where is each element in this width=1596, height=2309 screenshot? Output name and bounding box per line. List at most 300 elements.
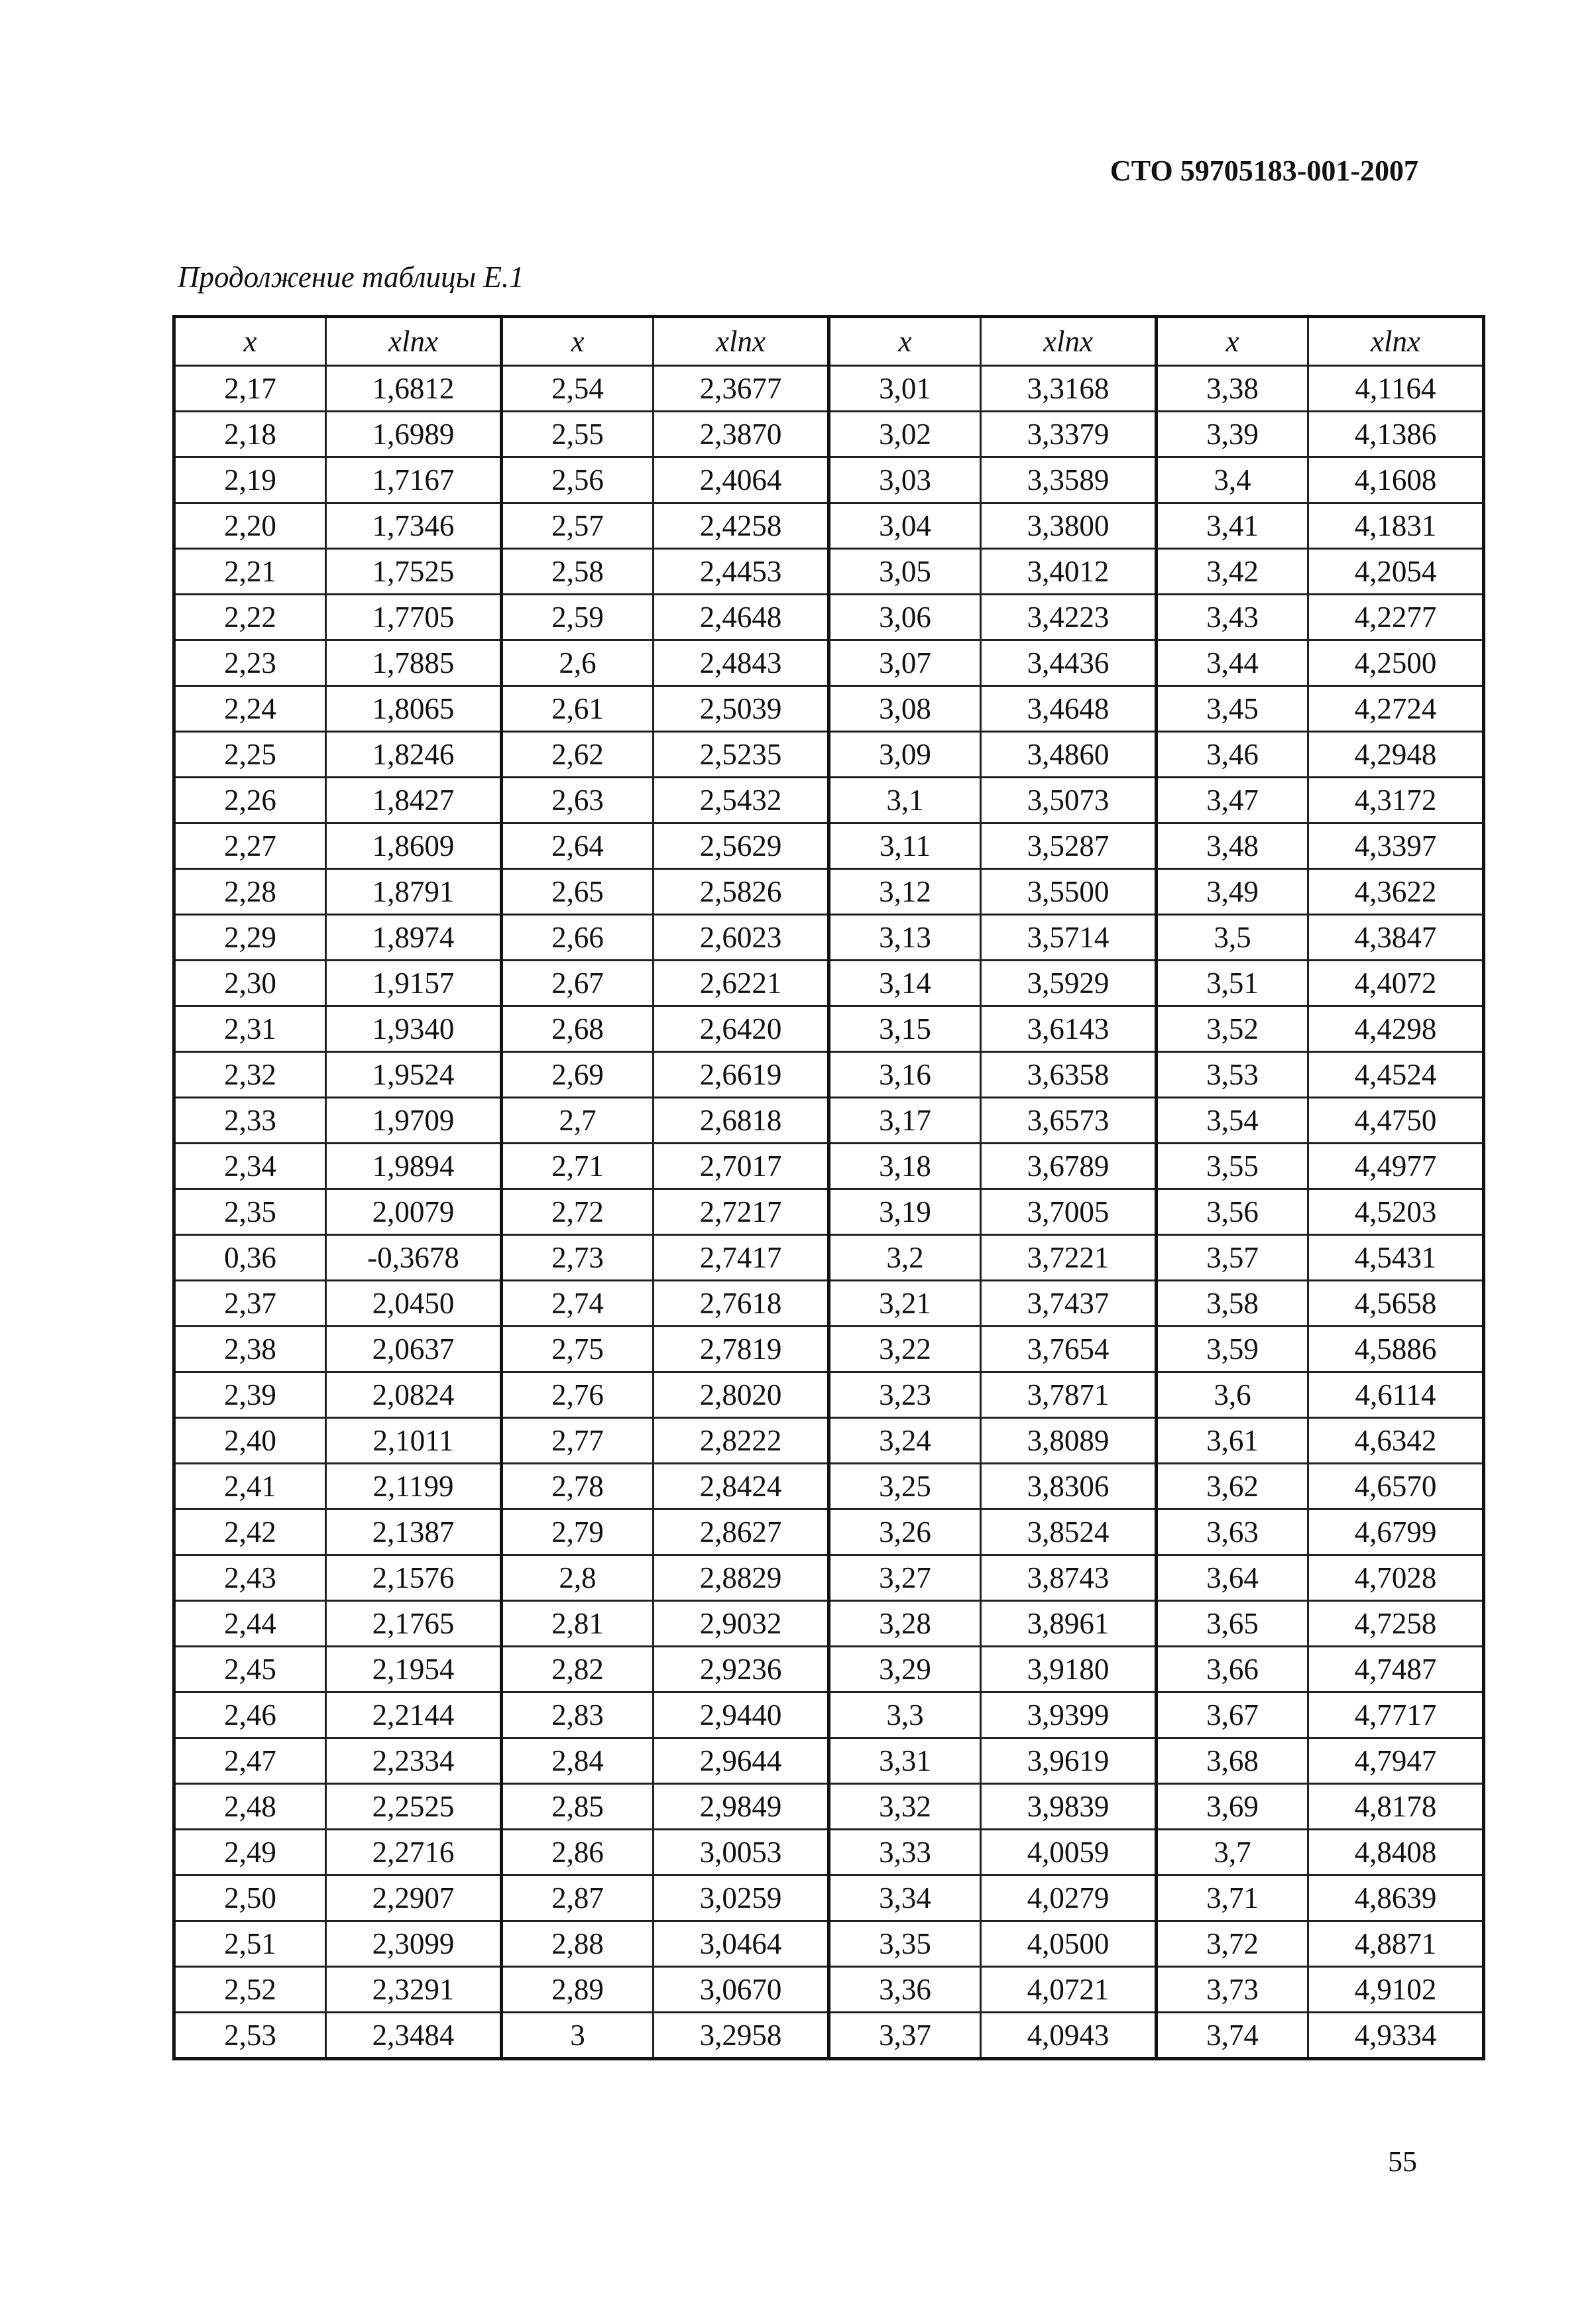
cell-x: 3,46 [1157, 732, 1308, 778]
cell-x: 3,48 [1157, 823, 1308, 869]
cell-x: 3,55 [1157, 1144, 1308, 1189]
cell-x: 3,62 [1157, 1464, 1308, 1510]
table-row [174, 1875, 1484, 1921]
cell-x: 2,7 [502, 1098, 654, 1144]
cell-xlnx: 1,8974 [326, 915, 502, 961]
cell-x: 3,33 [829, 1830, 981, 1875]
table-row [174, 1784, 1484, 1830]
cell-x: 3,72 [1157, 1921, 1308, 1967]
cell-x: 2,55 [502, 412, 654, 457]
cell-xlnx: 4,3397 [1308, 823, 1484, 869]
cell-xlnx: 3,0259 [654, 1875, 829, 1921]
cell-x: 2,18 [174, 412, 326, 457]
cell-x: 3,05 [829, 549, 981, 595]
cell-xlnx: 3,5287 [981, 823, 1157, 869]
cell-xlnx: 2,1199 [326, 1464, 502, 1510]
cell-x: 2,73 [502, 1235, 654, 1281]
cell-xlnx: 2,6420 [654, 1006, 829, 1052]
cell-x: 3,53 [1157, 1052, 1308, 1098]
cell-x: 2,39 [174, 1372, 326, 1418]
cell-x: 3,32 [829, 1784, 981, 1830]
cell-xlnx: 4,8871 [1308, 1921, 1484, 1967]
document-code: СТО 59705183-001-2007 [1110, 154, 1418, 187]
cell-xlnx: 2,8020 [654, 1372, 829, 1418]
cell-xlnx: 3,8089 [981, 1418, 1157, 1464]
cell-x: 3,11 [829, 823, 981, 869]
table-row [174, 1692, 1484, 1738]
header-xlnx: xlnx [654, 317, 829, 366]
cell-xlnx: 2,7417 [654, 1235, 829, 1281]
cell-x: 3,31 [829, 1738, 981, 1784]
cell-xlnx: 2,1387 [326, 1510, 502, 1555]
cell-xlnx: 3,0053 [654, 1830, 829, 1875]
cell-x: 3,58 [1157, 1281, 1308, 1327]
cell-x: 3,24 [829, 1418, 981, 1464]
cell-x: 3,08 [829, 686, 981, 732]
header-x: x [174, 317, 326, 366]
cell-xlnx: 4,8639 [1308, 1875, 1484, 1921]
cell-xlnx: 2,7618 [654, 1281, 829, 1327]
cell-x: 3,09 [829, 732, 981, 778]
cell-x: 3,22 [829, 1327, 981, 1372]
cell-x: 2,22 [174, 595, 326, 640]
cell-x: 2,33 [174, 1098, 326, 1144]
table-body [174, 366, 1484, 2059]
cell-xlnx: 1,9709 [326, 1098, 502, 1144]
cell-xlnx: 2,0824 [326, 1372, 502, 1418]
cell-x: 2,85 [502, 1784, 654, 1830]
cell-xlnx: 4,5658 [1308, 1281, 1484, 1327]
cell-xlnx: 3,4860 [981, 732, 1157, 778]
cell-x: 3,6 [1157, 1372, 1308, 1418]
cell-xlnx: 2,0637 [326, 1327, 502, 1372]
cell-x: 2,68 [502, 1006, 654, 1052]
cell-xlnx: 3,4012 [981, 549, 1157, 595]
table-row [174, 1647, 1484, 1692]
cell-x: 3,57 [1157, 1235, 1308, 1281]
cell-x: 3,63 [1157, 1510, 1308, 1555]
cell-xlnx: 1,7346 [326, 503, 502, 549]
cell-x: 2,27 [174, 823, 326, 869]
cell-x: 3,66 [1157, 1647, 1308, 1692]
cell-xlnx: 4,6342 [1308, 1418, 1484, 1464]
cell-x: 2,51 [174, 1921, 326, 1967]
cell-xlnx: 4,3847 [1308, 915, 1484, 961]
cell-xlnx: 4,1608 [1308, 457, 1484, 503]
header-x: x [829, 317, 981, 366]
cell-x: 3,34 [829, 1875, 981, 1921]
cell-x: 3,29 [829, 1647, 981, 1692]
cell-xlnx: 3,6789 [981, 1144, 1157, 1189]
cell-xlnx: 4,8408 [1308, 1830, 1484, 1875]
cell-xlnx: 2,4453 [654, 549, 829, 595]
cell-x: 2,38 [174, 1327, 326, 1372]
table-row [174, 732, 1484, 778]
table-row [174, 1967, 1484, 2013]
table-row [174, 869, 1484, 915]
cell-xlnx: 2,3291 [326, 1967, 502, 2013]
cell-x: 2,82 [502, 1647, 654, 1692]
cell-xlnx: 2,5039 [654, 686, 829, 732]
cell-x: 2,64 [502, 823, 654, 869]
cell-xlnx: 4,4750 [1308, 1098, 1484, 1144]
cell-x: 3,54 [1157, 1098, 1308, 1144]
cell-xlnx: 3,5714 [981, 915, 1157, 961]
cell-xlnx: 3,9839 [981, 1784, 1157, 1830]
cell-x: 3,3 [829, 1692, 981, 1738]
cell-xlnx: 2,9236 [654, 1647, 829, 1692]
cell-xlnx: 2,5432 [654, 778, 829, 823]
cell-x: 2,56 [502, 457, 654, 503]
cell-x: 2,62 [502, 732, 654, 778]
cell-x: 2,34 [174, 1144, 326, 1189]
cell-xlnx: 4,6570 [1308, 1464, 1484, 1510]
cell-x: 2,42 [174, 1510, 326, 1555]
cell-xlnx: 1,7705 [326, 595, 502, 640]
cell-x: 3,16 [829, 1052, 981, 1098]
cell-x: 3 [502, 2013, 654, 2059]
cell-x: 3,42 [1157, 549, 1308, 595]
cell-x: 3,56 [1157, 1189, 1308, 1235]
cell-xlnx: 3,6358 [981, 1052, 1157, 1098]
cell-x: 3,13 [829, 915, 981, 961]
cell-x: 2,21 [174, 549, 326, 595]
cell-x: 3,41 [1157, 503, 1308, 549]
cell-x: 3,47 [1157, 778, 1308, 823]
cell-x: 0,36 [174, 1235, 326, 1281]
cell-x: 3,21 [829, 1281, 981, 1327]
cell-x: 2,25 [174, 732, 326, 778]
cell-xlnx: 2,4064 [654, 457, 829, 503]
cell-xlnx: 1,9340 [326, 1006, 502, 1052]
table-row [174, 1235, 1484, 1281]
cell-x: 3,07 [829, 640, 981, 686]
header-xlnx: xlnx [1308, 317, 1484, 366]
cell-x: 3,68 [1157, 1738, 1308, 1784]
table-row [174, 778, 1484, 823]
table-row [174, 1418, 1484, 1464]
cell-xlnx: 2,1576 [326, 1555, 502, 1601]
table-row [174, 1464, 1484, 1510]
cell-x: 3,38 [1157, 366, 1308, 412]
cell-x: 2,54 [502, 366, 654, 412]
cell-x: 3,04 [829, 503, 981, 549]
cell-x: 2,43 [174, 1555, 326, 1601]
cell-xlnx: 2,3099 [326, 1921, 502, 1967]
table-row [174, 1738, 1484, 1784]
cell-xlnx: 2,6818 [654, 1098, 829, 1144]
cell-xlnx: 3,9399 [981, 1692, 1157, 1738]
cell-xlnx: 1,9157 [326, 961, 502, 1006]
cell-xlnx: 2,4648 [654, 595, 829, 640]
cell-x: 2,59 [502, 595, 654, 640]
cell-xlnx: 3,5073 [981, 778, 1157, 823]
cell-x: 2,75 [502, 1327, 654, 1372]
cell-x: 2,63 [502, 778, 654, 823]
cell-xlnx: 2,5235 [654, 732, 829, 778]
cell-x: 2,79 [502, 1510, 654, 1555]
cell-xlnx: 2,3870 [654, 412, 829, 457]
cell-xlnx: 4,3172 [1308, 778, 1484, 823]
cell-x: 3,49 [1157, 869, 1308, 915]
table-row [174, 1830, 1484, 1875]
cell-x: 3,65 [1157, 1601, 1308, 1647]
cell-x: 3,37 [829, 2013, 981, 2059]
table-caption: Продолжение таблицы Е.1 [178, 261, 524, 294]
cell-xlnx: 2,2907 [326, 1875, 502, 1921]
cell-x: 3,28 [829, 1601, 981, 1647]
table-row [174, 366, 1484, 412]
table-row [174, 1281, 1484, 1327]
cell-xlnx: 2,9032 [654, 1601, 829, 1647]
cell-xlnx: 4,1386 [1308, 412, 1484, 457]
cell-x: 2,44 [174, 1601, 326, 1647]
cell-xlnx: 4,4524 [1308, 1052, 1484, 1098]
cell-x: 2,49 [174, 1830, 326, 1875]
cell-x: 2,83 [502, 1692, 654, 1738]
table-row [174, 961, 1484, 1006]
cell-xlnx: 3,7654 [981, 1327, 1157, 1372]
cell-x: 2,78 [502, 1464, 654, 1510]
cell-x: 3,39 [1157, 412, 1308, 457]
cell-xlnx: 3,6143 [981, 1006, 1157, 1052]
cell-xlnx: 4,0279 [981, 1875, 1157, 1921]
cell-x: 3,01 [829, 366, 981, 412]
cell-x: 2,35 [174, 1189, 326, 1235]
cell-xlnx: 4,0721 [981, 1967, 1157, 2013]
cell-x: 3,4 [1157, 457, 1308, 503]
cell-xlnx: 1,8791 [326, 869, 502, 915]
cell-xlnx: 4,9334 [1308, 2013, 1484, 2059]
cell-xlnx: 4,2724 [1308, 686, 1484, 732]
cell-xlnx: 2,0450 [326, 1281, 502, 1327]
cell-x: 2,50 [174, 1875, 326, 1921]
cell-xlnx: 4,6114 [1308, 1372, 1484, 1418]
cell-xlnx: 2,2716 [326, 1830, 502, 1875]
cell-x: 3,25 [829, 1464, 981, 1510]
cell-xlnx: 2,4258 [654, 503, 829, 549]
table-row [174, 1098, 1484, 1144]
cell-x: 2,37 [174, 1281, 326, 1327]
cell-x: 2,17 [174, 366, 326, 412]
table-row [174, 1052, 1484, 1098]
cell-xlnx: 3,3800 [981, 503, 1157, 549]
cell-x: 3,36 [829, 1967, 981, 2013]
cell-xlnx: 4,1164 [1308, 366, 1484, 412]
cell-x: 2,58 [502, 549, 654, 595]
cell-xlnx: 3,6573 [981, 1098, 1157, 1144]
cell-xlnx: 3,2958 [654, 2013, 829, 2059]
cell-xlnx: 4,5886 [1308, 1327, 1484, 1372]
cell-x: 2,72 [502, 1189, 654, 1235]
cell-x: 2,41 [174, 1464, 326, 1510]
cell-x: 2,23 [174, 640, 326, 686]
table-row [174, 2013, 1484, 2059]
cell-xlnx: 4,2500 [1308, 640, 1484, 686]
table-row [174, 1510, 1484, 1555]
header-x: x [1157, 317, 1308, 366]
header-x: x [502, 317, 654, 366]
cell-x: 3,44 [1157, 640, 1308, 686]
cell-xlnx: -0,3678 [326, 1235, 502, 1281]
cell-xlnx: 3,8524 [981, 1510, 1157, 1555]
cell-xlnx: 2,7017 [654, 1144, 829, 1189]
cell-x: 3,14 [829, 961, 981, 1006]
cell-xlnx: 3,8961 [981, 1601, 1157, 1647]
cell-xlnx: 4,5203 [1308, 1189, 1484, 1235]
cell-x: 3,64 [1157, 1555, 1308, 1601]
cell-xlnx: 1,8246 [326, 732, 502, 778]
table-row [174, 1144, 1484, 1189]
cell-xlnx: 2,8829 [654, 1555, 829, 1601]
cell-xlnx: 2,1011 [326, 1418, 502, 1464]
cell-x: 2,77 [502, 1418, 654, 1464]
cell-xlnx: 4,7947 [1308, 1738, 1484, 1784]
cell-x: 2,20 [174, 503, 326, 549]
cell-xlnx: 2,9644 [654, 1738, 829, 1784]
table-row [174, 640, 1484, 686]
cell-x: 3,43 [1157, 595, 1308, 640]
cell-x: 2,89 [502, 1967, 654, 2013]
cell-xlnx: 2,4843 [654, 640, 829, 686]
cell-x: 2,65 [502, 869, 654, 915]
table-row [174, 549, 1484, 595]
cell-xlnx: 2,8222 [654, 1418, 829, 1464]
table-row [174, 457, 1484, 503]
cell-x: 2,53 [174, 2013, 326, 2059]
cell-xlnx: 2,6619 [654, 1052, 829, 1098]
cell-xlnx: 2,2334 [326, 1738, 502, 1784]
cell-x: 2,67 [502, 961, 654, 1006]
cell-x: 3,61 [1157, 1418, 1308, 1464]
cell-x: 2,87 [502, 1875, 654, 1921]
cell-x: 2,19 [174, 457, 326, 503]
cell-xlnx: 4,0500 [981, 1921, 1157, 1967]
cell-x: 3,69 [1157, 1784, 1308, 1830]
cell-x: 3,52 [1157, 1006, 1308, 1052]
cell-xlnx: 4,4298 [1308, 1006, 1484, 1052]
cell-xlnx: 3,0464 [654, 1921, 829, 1967]
cell-xlnx: 4,7258 [1308, 1601, 1484, 1647]
cell-x: 2,26 [174, 778, 326, 823]
cell-xlnx: 3,7221 [981, 1235, 1157, 1281]
cell-x: 2,29 [174, 915, 326, 961]
table-row [174, 823, 1484, 869]
table-row [174, 503, 1484, 549]
cell-xlnx: 2,3677 [654, 366, 829, 412]
cell-xlnx: 3,8306 [981, 1464, 1157, 1510]
cell-x: 2,88 [502, 1921, 654, 1967]
cell-xlnx: 2,6221 [654, 961, 829, 1006]
cell-xlnx: 3,9180 [981, 1647, 1157, 1692]
cell-xlnx: 2,1954 [326, 1647, 502, 1692]
cell-xlnx: 2,2144 [326, 1692, 502, 1738]
table-row [174, 1372, 1484, 1418]
cell-xlnx: 2,1765 [326, 1601, 502, 1647]
cell-xlnx: 4,0943 [981, 2013, 1157, 2059]
cell-xlnx: 4,2277 [1308, 595, 1484, 640]
cell-x: 2,32 [174, 1052, 326, 1098]
cell-x: 2,46 [174, 1692, 326, 1738]
cell-xlnx: 2,9849 [654, 1784, 829, 1830]
cell-x: 2,61 [502, 686, 654, 732]
cell-x: 2,81 [502, 1601, 654, 1647]
cell-xlnx: 1,7167 [326, 457, 502, 503]
xlnx-table [172, 315, 1485, 2060]
cell-xlnx: 4,7717 [1308, 1692, 1484, 1738]
cell-x: 2,52 [174, 1967, 326, 2013]
cell-xlnx: 3,7871 [981, 1372, 1157, 1418]
cell-x: 3,26 [829, 1510, 981, 1555]
cell-x: 3,03 [829, 457, 981, 503]
table-row [174, 595, 1484, 640]
cell-x: 2,45 [174, 1647, 326, 1692]
cell-xlnx: 4,6799 [1308, 1510, 1484, 1555]
cell-xlnx: 2,8424 [654, 1464, 829, 1510]
cell-xlnx: 1,7885 [326, 640, 502, 686]
cell-xlnx: 1,8065 [326, 686, 502, 732]
table-row [174, 1006, 1484, 1052]
cell-xlnx: 4,2948 [1308, 732, 1484, 778]
cell-xlnx: 4,2054 [1308, 549, 1484, 595]
cell-xlnx: 1,7525 [326, 549, 502, 595]
cell-xlnx: 3,0670 [654, 1967, 829, 2013]
cell-x: 3,45 [1157, 686, 1308, 732]
cell-x: 2,84 [502, 1738, 654, 1784]
cell-x: 3,27 [829, 1555, 981, 1601]
cell-x: 3,15 [829, 1006, 981, 1052]
cell-xlnx: 4,4977 [1308, 1144, 1484, 1189]
cell-x: 2,8 [502, 1555, 654, 1601]
table-row [174, 1601, 1484, 1647]
cell-x: 2,28 [174, 869, 326, 915]
cell-x: 3,23 [829, 1372, 981, 1418]
cell-xlnx: 1,6812 [326, 366, 502, 412]
cell-xlnx: 1,8427 [326, 778, 502, 823]
cell-xlnx: 4,3622 [1308, 869, 1484, 915]
cell-x: 3,02 [829, 412, 981, 457]
cell-xlnx: 2,5629 [654, 823, 829, 869]
cell-xlnx: 1,9894 [326, 1144, 502, 1189]
header-xlnx: xlnx [326, 317, 502, 366]
cell-xlnx: 3,3168 [981, 366, 1157, 412]
cell-xlnx: 4,5431 [1308, 1235, 1484, 1281]
cell-xlnx: 4,7487 [1308, 1647, 1484, 1692]
cell-xlnx: 2,3484 [326, 2013, 502, 2059]
cell-x: 2,47 [174, 1738, 326, 1784]
cell-xlnx: 3,9619 [981, 1738, 1157, 1784]
header-xlnx: xlnx [981, 317, 1157, 366]
cell-xlnx: 4,1831 [1308, 503, 1484, 549]
page-number: 55 [1388, 2145, 1417, 2178]
cell-xlnx: 4,8178 [1308, 1784, 1484, 1830]
cell-xlnx: 3,4223 [981, 595, 1157, 640]
cell-x: 3,73 [1157, 1967, 1308, 2013]
xlnx-table-container [172, 315, 1436, 2060]
table-row [174, 686, 1484, 732]
cell-x: 2,48 [174, 1784, 326, 1830]
cell-x: 3,7 [1157, 1830, 1308, 1875]
cell-x: 2,74 [502, 1281, 654, 1327]
cell-xlnx: 3,5929 [981, 961, 1157, 1006]
cell-xlnx: 3,4436 [981, 640, 1157, 686]
cell-x: 2,40 [174, 1418, 326, 1464]
cell-xlnx: 4,9102 [1308, 1967, 1484, 2013]
table-header-row [174, 317, 1484, 366]
cell-x: 3,51 [1157, 961, 1308, 1006]
cell-x: 3,06 [829, 595, 981, 640]
cell-xlnx: 4,4072 [1308, 961, 1484, 1006]
